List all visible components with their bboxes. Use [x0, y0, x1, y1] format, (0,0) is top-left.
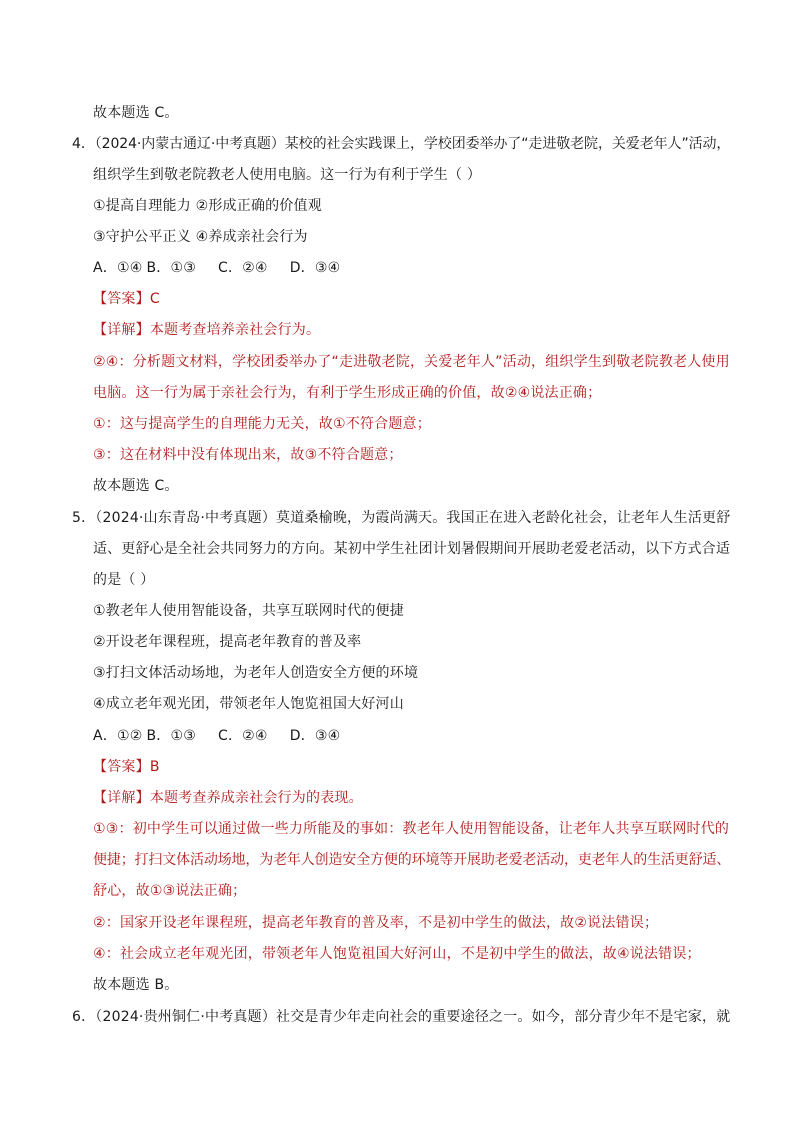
q5-item-1: ①教老年人使用智能设备，共享互联网时代的便捷 [93, 603, 404, 619]
q4-explanation-3 [93, 445, 403, 465]
q5-exp1-marker: ①③ [93, 821, 119, 837]
q5-explanation-1-line-1 [93, 819, 729, 839]
q5-stem-line-3: 的是（ ） [93, 572, 155, 588]
q5-exp1-line3-post: 说法正确； [175, 883, 247, 899]
q5-answer [93, 757, 160, 777]
q5-explanation-1-line-2: 便捷；打扫文体活动场地，为老年人创造安全方便的环境等开展助老爱老活动，吏老年人的生活更舒适、 [93, 852, 731, 868]
q5-option-d: D．③④ [289, 728, 341, 744]
q5-analysis [93, 788, 363, 808]
q5-exp2-post: 说法错误； [587, 915, 659, 931]
q4-stem-line-2: 组织学生到敬老院教老人使用电脑。这一行为有利于学生（ ） [93, 167, 482, 183]
q4-analysis [93, 320, 320, 340]
q5-exp1-text: ：初中学生可以通过做一些力所能及的事如：教老年人使用智能设备，让老年人共享互联网时代的 [118, 821, 730, 837]
q4-answer-label: 【答案】 [93, 291, 150, 307]
q4-analysis-text: 本题考查培养亲社会行为。 [149, 322, 321, 338]
q4-option-d: D．③④ [289, 260, 341, 276]
q6-stem-line-1: 6．（2024·贵州铜仁·中考真题）社交是青少年走向社会的重要途径之一。如今，部分青少年不是宅家，就 [72, 1009, 731, 1025]
q5-answer-label: 【答案】 [93, 759, 150, 775]
q4-exp1-text: ：分析题文材料，学校团委举办了“走进敬老院，关爱老年人”活动，组织学生到敬老院教老人使用 [118, 354, 730, 370]
q4-exp1-marker: ②④ [93, 354, 119, 370]
q5-option-c: C．②④ [218, 728, 268, 744]
q4-items-line-1: ①提高自理能力 ②形成正确的价值观 [93, 198, 322, 214]
q4-explanation-2 [93, 414, 431, 434]
q5-stem-line-1: 5．（2024·山东青岛·中考真题）莫道桑榆晚，为霞尚满天。我国正在进入老龄化社会，让老年人生活更舒 [72, 510, 731, 526]
q5-exp3-mark: ④ [616, 946, 630, 962]
q4-exp1-line2-post: 说法正确； [530, 385, 602, 401]
q4-answer [93, 289, 160, 309]
q4-options [93, 258, 340, 278]
q5-options [93, 726, 340, 746]
q4-exp3-post: 不符合题意； [317, 447, 403, 463]
q4-explanation-1-line-1 [93, 352, 730, 372]
q5-stem-line-2: 适、更舒心是全社会共同努力的方向。某初中学生社团计划暑假期间开展助老爱老活动，以下方式合适 [93, 541, 730, 557]
q4-exp1-line2-pre: 电脑。这一行为属于亲社会行为，有利于学生形成正确的价值，故 [93, 385, 505, 401]
q5-item-2: ②开设老年课程班，提高老年教育的普及率 [93, 634, 362, 650]
q5-exp3-marker: ④ [93, 946, 106, 962]
q3-conclusion: 故本题选 C。 [93, 105, 179, 121]
q4-exp3-mark: ③ [304, 447, 318, 463]
q5-exp3-post: 说法错误； [629, 946, 701, 962]
q5-analysis-label: 【详解】 [93, 790, 150, 806]
q5-exp2-mark: ② [574, 915, 588, 931]
q5-option-a: A．①② [93, 728, 143, 744]
q4-items-line-2: ③守护公平正义 ④养成亲社会行为 [93, 229, 308, 245]
q5-item-4: ④成立老年观光团，带领老年人饱览祖国大好河山 [93, 696, 404, 712]
q5-exp2-pre: ：国家开设老年课程班，提高老年教育的普及率，不是初中学生的做法，故 [105, 915, 575, 931]
q5-exp1-line3-mark: ①③ [149, 883, 176, 899]
q5-explanation-3 [93, 944, 701, 964]
q5-analysis-text: 本题考查养成亲社会行为的表现。 [149, 790, 363, 806]
q4-exp2-marker: ① [93, 416, 106, 432]
q5-item-3: ③打扫文体活动场地，为老年人创造安全方便的环境 [93, 665, 419, 681]
q5-exp1-line3-pre: 舒心，故 [93, 883, 150, 899]
q4-exp3-marker: ③ [93, 447, 106, 463]
q5-explanation-2 [93, 913, 658, 933]
q4-stem-line-1: 4．（2024·内蒙古通辽·中考真题）某校的社会实践课上，学校团委举办了“走进敬老院，关爱老年人”活动， [72, 136, 731, 152]
q4-exp1-line2-mark: ②④ [504, 385, 531, 401]
q4-option-b: B．①③ [146, 260, 196, 276]
q5-exp2-marker: ② [93, 915, 106, 931]
q5-conclusion: 故本题选 B。 [93, 977, 179, 993]
q4-exp3-pre: ：这在材料中没有体现出来，故 [105, 447, 305, 463]
q4-explanation-1-line-2 [93, 383, 601, 403]
q4-exp2-post: 不符合题意； [345, 416, 431, 432]
q5-exp3-pre: ：社会成立老年观光团，带领老年人饱览祖国大好河山，不是初中学生的做法，故 [105, 946, 617, 962]
q5-option-b: B．①③ [146, 728, 196, 744]
q4-exp2-pre: ：这与提高学生的自理能力无关，故 [105, 416, 333, 432]
q4-analysis-label: 【详解】 [93, 322, 150, 338]
q4-answer-value: C [149, 291, 160, 307]
q4-option-a: A．①④ [93, 260, 143, 276]
q4-conclusion: 故本题选 C。 [93, 478, 179, 494]
q4-option-c: C．②④ [218, 260, 268, 276]
q5-answer-value: B [149, 759, 160, 775]
q5-explanation-1-line-3 [93, 881, 246, 901]
q4-exp2-mark: ① [332, 416, 346, 432]
